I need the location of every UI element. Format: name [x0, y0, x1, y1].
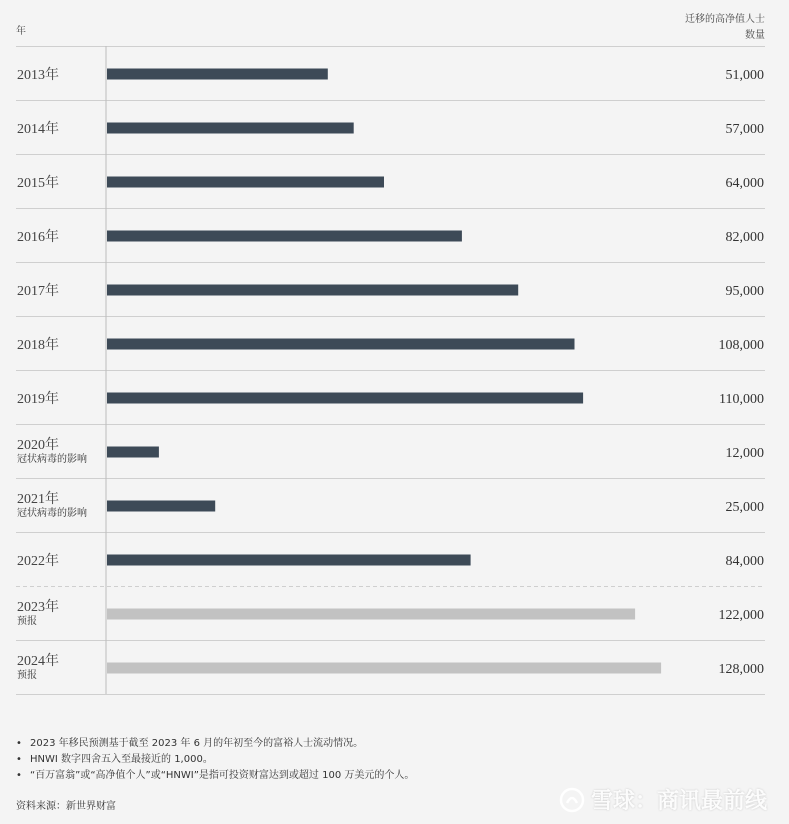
- count-header-line1: 迁移的高净值人士: [685, 14, 765, 25]
- source-note: 资料来源：新世界财富: [16, 801, 116, 812]
- year-label: 2019年: [17, 392, 59, 407]
- value-label: 95,000: [725, 284, 764, 299]
- year-sublabel: 预报: [17, 670, 37, 681]
- count-column-header: [645, 12, 765, 44]
- migration-bar-chart: [0, 46, 789, 696]
- year-label: 2013年: [17, 68, 59, 83]
- year-label: 2023年: [17, 600, 59, 615]
- value-label: 12,000: [725, 446, 764, 461]
- data-bar: [107, 123, 354, 134]
- footnote-2: • HNWI 数字四舍五入至最接近的 1,000。: [16, 752, 414, 768]
- forecast-bar: [107, 609, 635, 620]
- value-label: 51,000: [725, 68, 764, 83]
- year-label: 2024年: [17, 654, 59, 669]
- value-label: 110,000: [719, 392, 764, 407]
- year-label: 2016年: [17, 230, 59, 245]
- data-bar: [107, 69, 328, 80]
- value-label: 84,000: [725, 554, 764, 569]
- year-sublabel: 冠状病毒的影响: [17, 454, 87, 465]
- data-bar: [107, 501, 215, 512]
- data-bar: [107, 555, 471, 566]
- watermark: [559, 784, 767, 815]
- year-label: 2021年: [17, 492, 59, 507]
- footnotes: [16, 736, 414, 784]
- count-header-line2: 数量: [745, 30, 765, 41]
- data-bar: [107, 285, 518, 296]
- value-label: 57,000: [725, 122, 764, 137]
- year-label: 2018年: [17, 338, 59, 353]
- footnote-3: • “百万富翁”或“高净值个人”或“HNWI”是指可投资财富达到或超过 100 万美元的个人。: [16, 768, 414, 784]
- value-label: 122,000: [718, 608, 764, 623]
- value-label: 64,000: [725, 176, 764, 191]
- value-label: 128,000: [718, 662, 764, 677]
- year-sublabel: 预报: [17, 616, 37, 627]
- year-label: 2014年: [17, 122, 59, 137]
- data-bar: [107, 447, 159, 458]
- data-bar: [107, 177, 384, 188]
- chart-rows: [16, 66, 765, 695]
- value-label: 25,000: [725, 500, 764, 515]
- year-label: 2015年: [17, 176, 59, 191]
- year-label: 2022年: [17, 554, 59, 569]
- data-bar: [107, 339, 575, 350]
- snowball-logo-icon: [559, 787, 585, 813]
- forecast-bar: [107, 663, 661, 674]
- footnote-1: • 2023 年移民预测基于截至 2023 年 6 月的年初至今的富裕人士流动情况。: [16, 736, 414, 752]
- year-label: 2020年: [17, 438, 59, 453]
- watermark-text: 雪球：商讯最前线: [590, 789, 767, 814]
- year-label: 2017年: [17, 284, 59, 299]
- year-sublabel: 冠状病毒的影响: [17, 508, 87, 519]
- data-bar: [107, 231, 462, 242]
- data-bar: [107, 393, 583, 404]
- value-label: 82,000: [725, 230, 764, 245]
- value-label: 108,000: [718, 338, 764, 353]
- year-column-header: 年: [16, 26, 26, 37]
